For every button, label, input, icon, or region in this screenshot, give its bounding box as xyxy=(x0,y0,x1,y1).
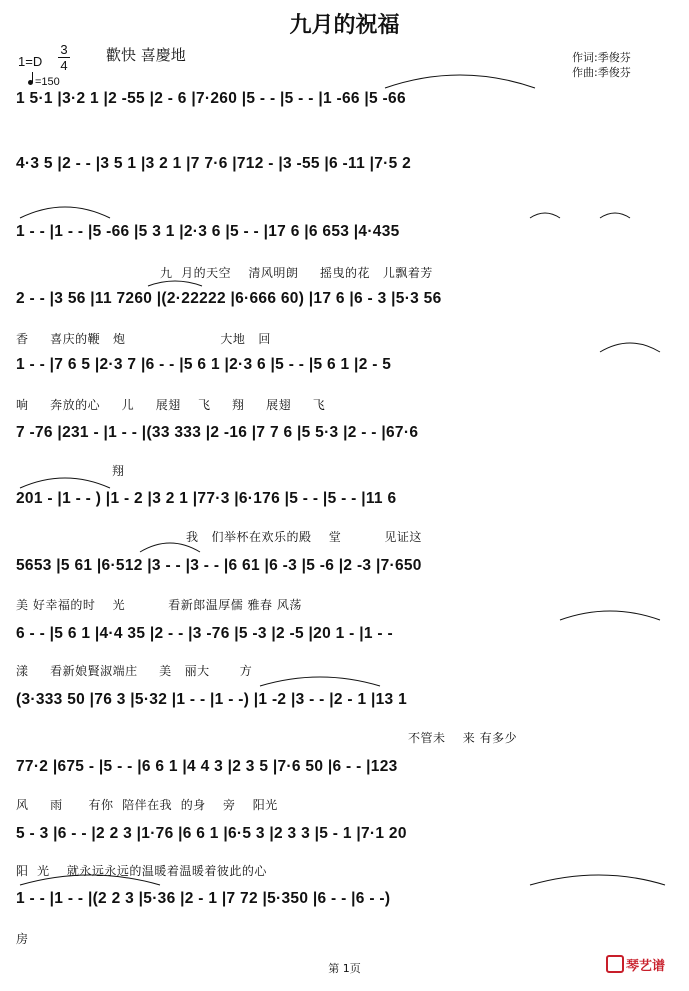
slur-arc xyxy=(560,611,660,620)
music-line-9: 6 - - |5 6 1 |4·4 35 |2 - - |3 -76 |5 -3 |2 -5 |20 1 - |1 - - xyxy=(16,625,393,642)
lyric-line-5: 响 奔放的心 儿 展翅 飞 翔 展翅 飞 xyxy=(16,398,326,412)
song-title: 九月的祝福 xyxy=(289,13,400,38)
time-signature-bottom: 4 xyxy=(58,57,70,73)
slur-arc xyxy=(148,281,202,286)
lyric-line-7: 我 们举杯在欢乐的殿 堂 见证这 xyxy=(186,530,422,544)
lyric-line-8: 美 好幸福的时 光 看新郎温厚儒 雅春 风荡 xyxy=(16,598,302,612)
lyric-line-13: 房 xyxy=(16,932,29,946)
slur-arc xyxy=(260,677,380,686)
lyric-line-11: 风 雨 有你 陪伴在我 的身 旁 阳光 xyxy=(16,798,278,812)
music-line-3: 1 - - |1 - - |5 -66 |5 3 1 |2·3 6 |5 - - |17 6 |6 653 |4·435 xyxy=(16,223,400,240)
brand-name: 琴艺谱 xyxy=(626,959,666,974)
slur-arc xyxy=(600,343,660,352)
music-line-7: 201 - |1 - - ) |1 - 2 |3 2 1 |77·3 |6·176 |5 - - |5 - - |11 6 xyxy=(16,490,397,507)
lyric-line-10: 不管未 来 有多少 xyxy=(408,731,518,745)
site-brand xyxy=(606,955,665,974)
music-line-4: 2 - - |3 56 |11 7260 |(2·22222 |6·666 60) |17 6 |6 - 3 |5·3 56 xyxy=(16,290,442,307)
composer-credit: 作曲:季俊芬 xyxy=(572,66,631,79)
music-line-12: 5 - 3 |6 - - |2 2 3 |1·76 |6 6 1 |6·5 3 |2 3 3 |5 - 1 |7·1 20 xyxy=(16,825,407,842)
music-line-1: 1 5·1 |3·2 1 |2 -55 |2 - 6 |7·260 |5 - - |5 - - |1 -66 |5 -66 xyxy=(16,90,406,107)
lyricist-credit: 作词:季俊芬 xyxy=(572,51,631,64)
lyric-line-9: 漾 看新娘賢淑端庄 美 丽大 方 xyxy=(16,664,253,678)
music-line-6: 7 -76 |231 - |1 - - |(33 333 |2 -16 |7 7 6 |5 5·3 |2 - - |67·6 xyxy=(16,424,419,441)
slur-arc xyxy=(385,75,535,88)
music-line-5: 1 - - |7 6 5 |2·3 7 |6 - - |5 6 1 |2·3 6 |5 - - |5 6 1 |2 - 5 xyxy=(16,356,392,373)
slur-arc xyxy=(20,875,160,885)
slur-arc xyxy=(530,875,665,885)
slur-arc xyxy=(600,213,630,218)
music-line-10: (3·333 50 |76 3 |5·32 |1 - - |1 - -) |1 -2 |3 - - |2 - 1 |13 1 xyxy=(16,691,408,708)
key-signature: 1=D xyxy=(18,54,43,69)
music-line-11: 77·2 |675 - |5 - - |6 6 1 |4 4 3 |2 3 5 |7·6 50 |6 - - |123 xyxy=(16,758,398,775)
brand-logo-icon xyxy=(606,955,624,973)
lyric-line-4: 香 喜庆的鞭 炮 大地 回 xyxy=(16,332,271,346)
time-signature-top: 3 xyxy=(60,42,68,57)
slur-arc xyxy=(140,543,200,552)
lyric-line-12: 阳 光 就永远永远的温暖着温暖着彼此的心 xyxy=(16,864,267,878)
tempo-value: =150 xyxy=(35,76,60,88)
music-line-13: 1 - - |1 - - |(2 2 3 |5·36 |2 - 1 |7 72 |5·350 |6 - - |6 - -) xyxy=(16,890,391,907)
music-line-8: 5653 |5 61 |6·512 |3 - - |3 - - |6 61 |6 -3 |5 -6 |2 -3 |7·650 xyxy=(16,557,422,574)
slur-arc xyxy=(20,478,110,488)
lyric-line-6: 翔 xyxy=(112,464,125,478)
slur-arc xyxy=(20,207,110,218)
music-line-2: 4·3 5 |2 - - |3 5 1 |3 2 1 |7 7·6 |712 - |3 -55 |6 -11 |7·5 2 xyxy=(16,155,412,172)
slur-arc xyxy=(530,213,560,218)
expression-marking: 歡快 喜慶地 xyxy=(106,46,186,64)
page-number: 第 1页 xyxy=(328,962,361,975)
lyric-line-3: 九 月的天空 清风明朗 摇曳的花 儿飘着芳 xyxy=(160,266,433,280)
